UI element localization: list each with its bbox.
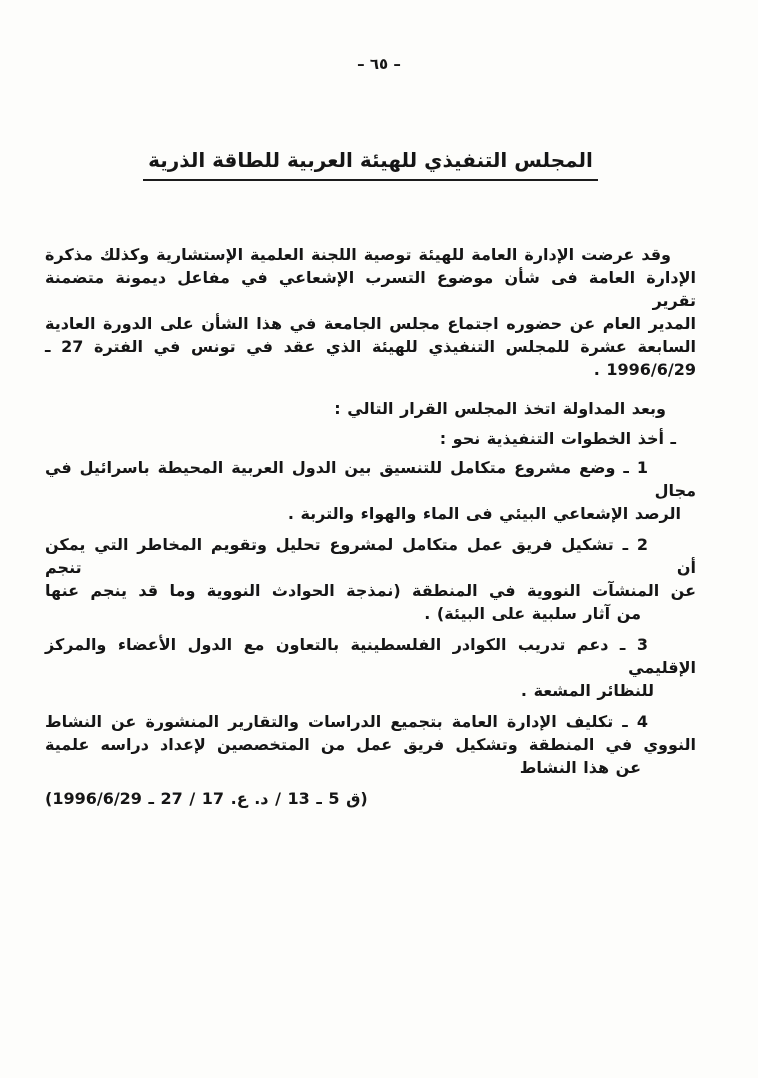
decision-item-3 xyxy=(45,633,696,702)
text-line: من آثار سلبية على البيئة) . xyxy=(424,604,641,623)
document-body xyxy=(45,243,696,810)
text-line: 2 ـ تشكيل فريق عمل متكامل لمشروع تحليل وتقويم المخاطر التي يمكن أن تنجم xyxy=(45,535,696,577)
decision-item-4 xyxy=(45,710,696,779)
text-line: عن المنشآت النووية في المنطقة (نمذجة الحوادث النووية وما قد ينجم عنها xyxy=(45,581,696,600)
decision-item-1 xyxy=(45,456,696,525)
text-line: الرصد الإشعاعي البيئي فى الماء والهواء والتربة . xyxy=(287,504,681,523)
text-line: وقد عرضت الإدارة العامة للهيئة توصية اللجنة العلمية الإستشارية وكذلك مذكرة xyxy=(45,245,671,264)
text-line: عن هذا النشاط xyxy=(519,758,641,777)
title-wrapper xyxy=(45,148,696,181)
text-line: 3 ـ دعم تدريب الكوادر الفلسطينية بالتعاون مع الدول الأعضاء والمركز الإقليمي xyxy=(45,635,696,677)
date-line: 1996/6/29 . xyxy=(593,360,696,379)
text-line: 4 ـ تكليف الإدارة العامة بتجميع الدراسات والتقارير المنشورة عن النشاط xyxy=(45,712,648,731)
document-title: المجلس التنفيذي للهيئة العربية للطاقة الذرية xyxy=(143,148,598,181)
text-line: المدير العام عن حضوره اجتماع مجلس الجامعة في هذا الشأن على الدورة العادية xyxy=(45,314,696,333)
steps-heading: ـ أخذ الخطوات التنفيذية نحو : xyxy=(439,429,676,448)
page-number: – ٦٥ – xyxy=(357,55,401,73)
text-line: للنظائر المشعة . xyxy=(520,681,654,700)
text-line: النووي في المنطقة وتشكيل فريق عمل من المتخصصين لإعداد دراسه علمية xyxy=(45,735,696,754)
deliberation-line: وبعد المداولة اتخذ المجلس القرار التالي : xyxy=(334,399,666,418)
intro-paragraph xyxy=(45,243,696,381)
decision-reference-line: (ق 5 ـ 13 / د. ع. 17 / 27 ـ 1996/6/29) xyxy=(45,789,368,808)
text-line: الإدارة العامة فى شأن موضوع التسرب الإشعاعي في مفاعل ديمونة متضمنة تقرير xyxy=(45,268,696,310)
text-line: 1 ـ وضع مشروع متكامل للتنسيق بين الدول العربية المحيطة باسرائيل في مجال xyxy=(45,458,696,500)
text-line: السابعة عشرة للمجلس التنفيذي للهيئة الذي عقد في تونس في الفترة 27 ـ xyxy=(45,337,696,356)
decision-item-2 xyxy=(45,533,696,625)
